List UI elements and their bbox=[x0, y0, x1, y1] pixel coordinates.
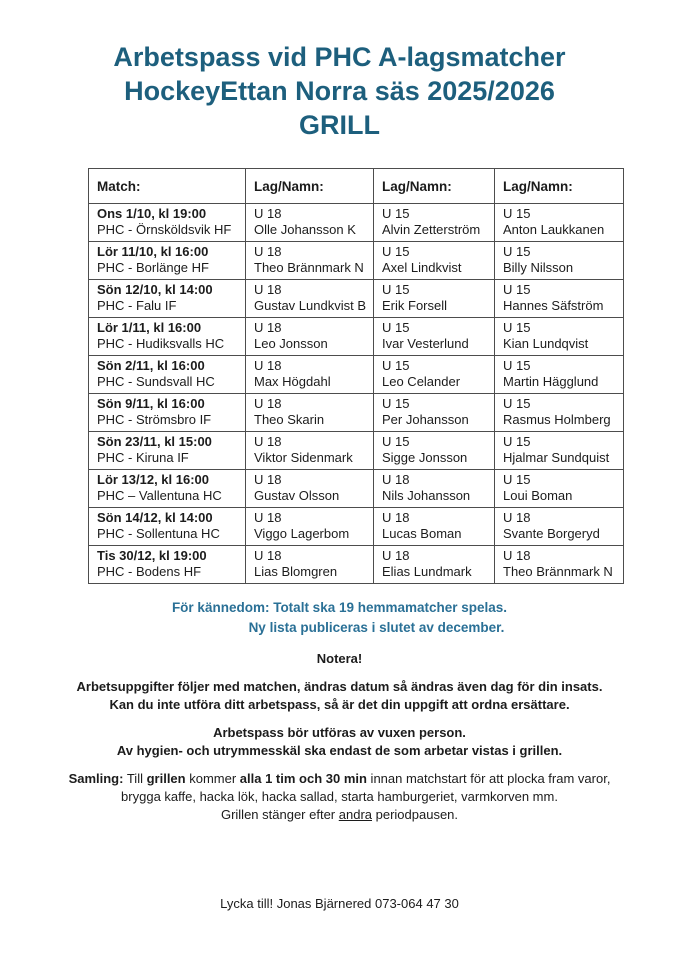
match-teams: PHC - Sollentuna HC bbox=[97, 526, 220, 541]
team-label: U 15 bbox=[382, 282, 410, 297]
note-samling bbox=[0, 770, 679, 824]
assignment-cell bbox=[495, 394, 624, 432]
team-label: U 18 bbox=[254, 472, 282, 487]
assignment-cell bbox=[246, 394, 374, 432]
team-label: U 18 bbox=[254, 396, 282, 411]
team-label: U 15 bbox=[382, 358, 410, 373]
assignment-cell bbox=[246, 470, 374, 508]
note-kannedom-line-2: Ny lista publiceras i slutet av december. bbox=[248, 620, 505, 635]
header-match: Match: bbox=[89, 169, 246, 204]
team-label: U 18 bbox=[503, 510, 531, 525]
note-kannedom bbox=[0, 598, 679, 638]
table-header-row bbox=[89, 169, 624, 204]
person-name: Theo Brännmark N bbox=[254, 260, 364, 275]
person-name: Theo Skarin bbox=[254, 412, 325, 427]
person-name: Hannes Säfström bbox=[503, 298, 604, 313]
person-name: Per Johansson bbox=[382, 412, 469, 427]
assignment-cell bbox=[246, 546, 374, 584]
team-label: U 15 bbox=[503, 320, 531, 335]
note-notera: Notera! bbox=[316, 651, 363, 666]
team-label: U 15 bbox=[503, 282, 531, 297]
person-name: Loui Boman bbox=[503, 488, 573, 503]
assignment-cell bbox=[495, 242, 624, 280]
assignment-cell bbox=[246, 242, 374, 280]
text-segment: Samling: bbox=[68, 771, 124, 786]
person-name: Svante Borgeryd bbox=[503, 526, 600, 541]
table-row bbox=[89, 546, 624, 584]
match-datetime: Sön 23/11, kl 15:00 bbox=[97, 434, 212, 449]
title-line-1: Arbetspass vid PHC A-lagsmatcher bbox=[113, 42, 566, 72]
person-name: Billy Nilsson bbox=[503, 260, 574, 275]
footer-contact: Lycka till! Jonas Bjärnered 073-064 47 30 bbox=[220, 896, 459, 911]
assignment-cell bbox=[246, 280, 374, 318]
assignment-cell bbox=[374, 280, 495, 318]
match-teams: PHC - Kiruna IF bbox=[97, 450, 189, 465]
assignment-cell bbox=[374, 508, 495, 546]
team-label: U 18 bbox=[254, 358, 282, 373]
table-row bbox=[89, 318, 624, 356]
table-row bbox=[89, 432, 624, 470]
note-kannedom-line-1: För kännedom: Totalt ska 19 hemmamatcher spelas. bbox=[171, 600, 508, 615]
person-name: Max Högdahl bbox=[254, 374, 331, 389]
table-row bbox=[89, 242, 624, 280]
match-cell bbox=[89, 470, 246, 508]
text-segment: Till bbox=[123, 771, 147, 786]
person-name: Gustav Olsson bbox=[254, 488, 340, 503]
team-label: U 15 bbox=[382, 434, 410, 449]
note-vuxen bbox=[0, 724, 679, 760]
team-label: U 18 bbox=[503, 548, 531, 563]
assignment-cell bbox=[495, 356, 624, 394]
match-datetime: Tis 30/12, kl 19:00 bbox=[97, 548, 207, 563]
assignment-cell bbox=[246, 318, 374, 356]
page-title bbox=[0, 0, 679, 142]
team-label: U 18 bbox=[254, 206, 282, 221]
note-vuxen-line-2: Av hygien- och utrymmesskäl ska endast de som arbetar vistas i grillen. bbox=[116, 743, 563, 758]
team-label: U 18 bbox=[254, 510, 282, 525]
person-name: Rasmus Holmberg bbox=[503, 412, 611, 427]
match-datetime: Lör 1/11, kl 16:00 bbox=[97, 320, 202, 335]
match-datetime: Sön 9/11, kl 16:00 bbox=[97, 396, 205, 411]
text-segment: Grillen stänger efter bbox=[220, 807, 339, 822]
match-datetime: Sön 14/12, kl 14:00 bbox=[97, 510, 213, 525]
match-cell bbox=[89, 280, 246, 318]
assignment-cell bbox=[374, 318, 495, 356]
header-lag-namn-2: Lag/Namn: bbox=[374, 169, 495, 204]
note-samling-line-3 bbox=[0, 806, 679, 824]
note-samling-line-1 bbox=[0, 770, 679, 788]
match-cell bbox=[89, 356, 246, 394]
match-cell bbox=[89, 508, 246, 546]
text-segment: alla 1 tim och 30 min bbox=[239, 771, 367, 786]
match-datetime: Sön 12/10, kl 14:00 bbox=[97, 282, 213, 297]
assignment-cell bbox=[246, 356, 374, 394]
match-datetime: Ons 1/10, kl 19:00 bbox=[97, 206, 207, 221]
team-label: U 18 bbox=[382, 510, 410, 525]
match-cell bbox=[89, 394, 246, 432]
header-lag-namn-3: Lag/Namn: bbox=[495, 169, 624, 204]
assignment-cell bbox=[495, 470, 624, 508]
note-samling-line-2: brygga kaffe, hacka lök, hacka sallad, starta hamburgeriet, varmkorven mm. bbox=[121, 789, 558, 804]
team-label: U 15 bbox=[503, 472, 531, 487]
team-label: U 15 bbox=[382, 206, 410, 221]
assignment-cell bbox=[246, 432, 374, 470]
match-cell bbox=[89, 318, 246, 356]
person-name: Lias Blomgren bbox=[254, 564, 338, 579]
match-teams: PHC - Borlänge HF bbox=[97, 260, 209, 275]
table-row bbox=[89, 508, 624, 546]
assignment-cell bbox=[495, 318, 624, 356]
table-row bbox=[89, 470, 624, 508]
person-name: Gustav Lundkvist B bbox=[254, 298, 366, 313]
match-teams: PHC - Falu IF bbox=[97, 298, 177, 313]
match-datetime: Sön 2/11, kl 16:00 bbox=[97, 358, 205, 373]
match-teams: PHC - Bodens HF bbox=[97, 564, 202, 579]
match-teams: PHC – Vallentuna HC bbox=[97, 488, 222, 503]
team-label: U 18 bbox=[254, 320, 282, 335]
assignment-cell bbox=[495, 508, 624, 546]
title-line-2: HockeyEttan Norra säs 2025/2026 bbox=[124, 76, 555, 106]
text-segment: periodpausen. bbox=[372, 807, 459, 822]
title-line-3: GRILL bbox=[299, 110, 380, 140]
match-teams: PHC - Örnsköldsvik HF bbox=[97, 222, 232, 237]
assignment-cell bbox=[495, 204, 624, 242]
person-name: Nils Johansson bbox=[382, 488, 471, 503]
assignment-cell bbox=[495, 280, 624, 318]
team-label: U 15 bbox=[503, 206, 531, 221]
team-label: U 15 bbox=[382, 320, 410, 335]
match-teams: PHC - Sundsvall HC bbox=[97, 374, 215, 389]
person-name: Viggo Lagerbom bbox=[254, 526, 350, 541]
text-segment: andra bbox=[338, 807, 372, 822]
note-uppgifter-line-2: Kan du inte utföra ditt arbetspass, så är det din uppgift att ordna ersättare. bbox=[109, 697, 570, 712]
assignment-cell bbox=[374, 470, 495, 508]
table-row bbox=[89, 394, 624, 432]
team-label: U 15 bbox=[503, 434, 531, 449]
assignment-cell bbox=[246, 204, 374, 242]
match-cell bbox=[89, 242, 246, 280]
text-segment: innan matchstart för att plocka fram varor, bbox=[366, 771, 611, 786]
team-label: U 15 bbox=[503, 244, 531, 259]
person-name: Viktor Sidenmark bbox=[254, 450, 353, 465]
team-label: U 18 bbox=[254, 282, 282, 297]
match-teams: PHC - Strömsbro IF bbox=[97, 412, 212, 427]
person-name: Ivar Vesterlund bbox=[382, 336, 469, 351]
person-name: Lucas Boman bbox=[382, 526, 462, 541]
match-cell bbox=[89, 546, 246, 584]
person-name: Alvin Zetterström bbox=[382, 222, 481, 237]
assignment-cell bbox=[374, 356, 495, 394]
team-label: U 15 bbox=[503, 396, 531, 411]
team-label: U 15 bbox=[382, 244, 410, 259]
person-name: Erik Forsell bbox=[382, 298, 448, 313]
match-teams: PHC - Hudiksvalls HC bbox=[97, 336, 225, 351]
note-vuxen-line-1: Arbetspass bör utföras av vuxen person. bbox=[213, 725, 466, 740]
person-name: Martin Hägglund bbox=[503, 374, 599, 389]
match-datetime: Lör 13/12, kl 16:00 bbox=[97, 472, 210, 487]
person-name: Sigge Jonsson bbox=[382, 450, 468, 465]
note-uppgifter-line-1: Arbetsuppgifter följer med matchen, ändras datum så ändras även dag för din insats. bbox=[76, 679, 603, 694]
match-cell bbox=[89, 432, 246, 470]
person-name: Hjalmar Sundquist bbox=[503, 450, 610, 465]
header-lag-namn-1: Lag/Namn: bbox=[246, 169, 374, 204]
person-name: Kian Lundqvist bbox=[503, 336, 589, 351]
assignment-cell bbox=[374, 546, 495, 584]
team-label: U 18 bbox=[254, 244, 282, 259]
assignment-cell bbox=[374, 394, 495, 432]
person-name: Axel Lindkvist bbox=[382, 260, 462, 275]
assignment-cell bbox=[495, 546, 624, 584]
team-label: U 15 bbox=[503, 358, 531, 373]
table-row bbox=[89, 204, 624, 242]
note-uppgifter bbox=[0, 678, 679, 714]
assignment-cell bbox=[374, 242, 495, 280]
team-label: U 18 bbox=[254, 434, 282, 449]
assignment-cell bbox=[246, 508, 374, 546]
text-segment: kommer bbox=[185, 771, 240, 786]
text-segment: grillen bbox=[146, 771, 186, 786]
table-row bbox=[89, 356, 624, 394]
table-row bbox=[89, 280, 624, 318]
person-name: Leo Jonsson bbox=[254, 336, 328, 351]
team-label: U 18 bbox=[254, 548, 282, 563]
person-name: Olle Johansson K bbox=[254, 222, 356, 237]
person-name: Anton Laukkanen bbox=[503, 222, 605, 237]
person-name: Theo Brännmark N bbox=[503, 564, 613, 579]
assignment-cell bbox=[374, 432, 495, 470]
team-label: U 18 bbox=[382, 548, 410, 563]
match-cell bbox=[89, 204, 246, 242]
assignment-cell bbox=[495, 432, 624, 470]
person-name: Elias Lundmark bbox=[382, 564, 472, 579]
team-label: U 18 bbox=[382, 472, 410, 487]
team-label: U 15 bbox=[382, 396, 410, 411]
match-datetime: Lör 11/10, kl 16:00 bbox=[97, 244, 209, 259]
assignment-cell bbox=[374, 204, 495, 242]
person-name: Leo Celander bbox=[382, 374, 461, 389]
schedule-table bbox=[88, 168, 624, 584]
